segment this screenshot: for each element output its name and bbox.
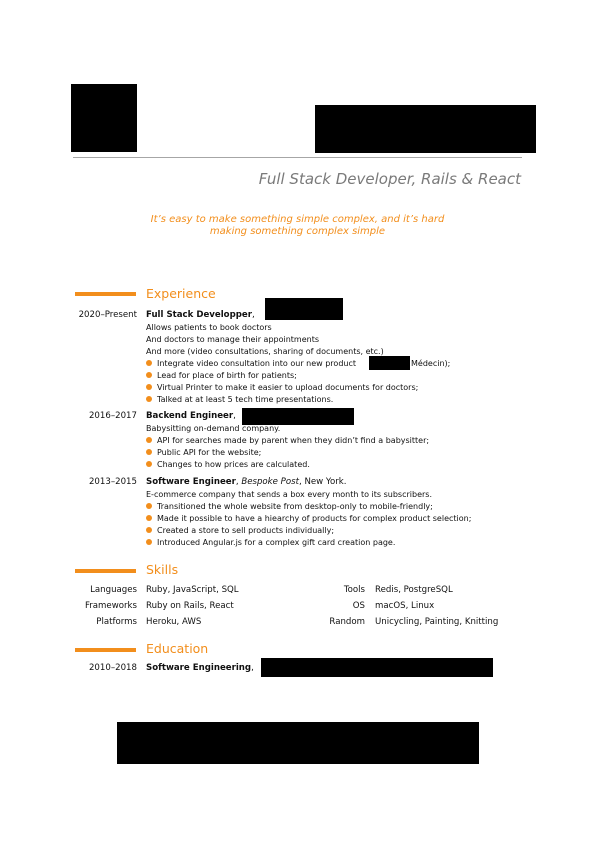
skill-key: Platforms: [96, 617, 137, 627]
entry-title: Full Stack Developper,: [146, 310, 255, 320]
skill-value: Unicycling, Painting, Knitting: [375, 617, 499, 627]
list-item-continuation: Médecin);: [411, 359, 451, 368]
bullet-dot: [146, 539, 152, 545]
skill-value: macOS, Linux: [375, 601, 435, 611]
bullet-dot: [146, 503, 152, 509]
skill-key: Random: [329, 617, 365, 627]
entry-description: Allows patients to book doctors: [146, 323, 272, 332]
education-heading: Education: [146, 641, 209, 656]
list-item: API for searches made by parent when they didn’t find a babysitter;: [146, 436, 429, 445]
photo-redacted: [71, 84, 137, 152]
experience-heading: Experience: [146, 286, 216, 301]
quote-line-1: It’s easy to make something simple complex, and it’s hard: [150, 214, 445, 225]
list-item: Virtual Printer to make it easier to upload documents for doctors;: [146, 383, 418, 392]
list-item: Introduced Angular.js for a complex gift card creation page.: [146, 538, 395, 547]
skill-key: Languages: [90, 585, 137, 595]
entry-date: 2010–2018: [88, 663, 137, 673]
skill-value: Heroku, AWS: [146, 617, 202, 627]
entry-role: Backend Engineer: [146, 411, 234, 421]
list-item: Made it possible to have a hiearchy of products for complex product selection;: [146, 514, 471, 523]
entry-date: 2013–2015: [88, 477, 137, 487]
bullet-dot: [146, 449, 152, 455]
list-item: Changes to how prices are calculated.: [146, 460, 310, 469]
bullet-dot: [146, 396, 152, 402]
skill-key: Frameworks: [84, 601, 137, 611]
company-redacted: [242, 408, 354, 425]
skill-value: Redis, PostgreSQL: [375, 585, 453, 595]
bullet-dot: [146, 527, 152, 533]
footer-redacted: [117, 722, 479, 764]
entry-description: Babysitting on-demand company.: [146, 424, 281, 433]
entry-location: New York.: [304, 477, 347, 487]
quote: [120, 214, 475, 238]
entry-company: Bespoke Post: [241, 477, 299, 487]
list-item: Lead for place of birth for patients;: [146, 371, 297, 380]
experience-bar: [75, 292, 136, 296]
name-redacted: [315, 105, 536, 153]
bullet-dot: [146, 360, 152, 366]
skill-value: Ruby on Rails, React: [146, 601, 234, 611]
job-title: Full Stack Developer, Rails & React: [258, 170, 521, 188]
bullet-dot: [146, 384, 152, 390]
entry-description: E-commerce company that sends a box every month to its subscribers.: [146, 490, 433, 499]
product-redacted: [369, 356, 410, 370]
bullet-dot: [146, 437, 152, 443]
list-item: Transitioned the whole website from desktop-only to mobile-friendly;: [146, 502, 433, 511]
skill-key: Tools: [343, 585, 365, 595]
entry-role: Full Stack Developper: [146, 310, 252, 320]
list-item: Talked at at least 5 tech time presentations.: [146, 395, 333, 404]
bullet-dot: [146, 372, 152, 378]
skills-bar: [75, 569, 136, 573]
company-redacted: [265, 298, 343, 320]
skills-heading: Skills: [146, 562, 179, 577]
entry-date: 2016–2017: [88, 411, 137, 421]
list-item: Integrate video consultation into our new product: [146, 359, 356, 368]
header-divider: [73, 157, 522, 158]
education-degree: Software Engineering: [146, 663, 252, 673]
entry-description: And more (video consultations, sharing of documents, etc.): [146, 347, 384, 356]
school-redacted: [261, 658, 493, 677]
entry-title: Software Engineering,: [146, 663, 254, 673]
bullet-dot: [146, 461, 152, 467]
entry-title: Software Engineer, Bespoke Post, New York.: [146, 477, 347, 487]
bullet-dot: [146, 515, 152, 521]
list-item: Public API for the website;: [146, 448, 261, 457]
list-item: Created a store to sell products individually;: [146, 526, 334, 535]
skill-key: OS: [352, 601, 365, 611]
education-bar: [75, 648, 136, 652]
entry-date: 2020–Present: [78, 310, 137, 320]
quote-line-2: making something complex simple: [209, 226, 386, 237]
skill-value: Ruby, JavaScript, SQL: [146, 585, 239, 595]
entry-title: Backend Engineer,: [146, 411, 236, 421]
entry-role: Software Engineer: [146, 477, 236, 487]
entry-description: And doctors to manage their appointments: [146, 335, 320, 344]
